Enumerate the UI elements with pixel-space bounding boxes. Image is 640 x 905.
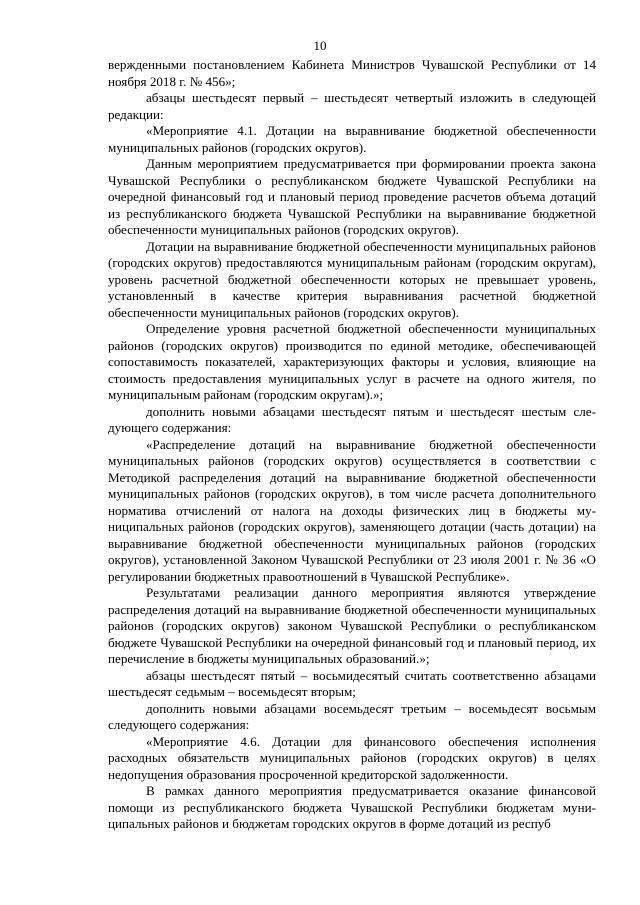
- paragraph: В рамках данного мероприятия предусматривается оказание финансовой помощи из республиканского бюджета Чувашской Республики бюджетам муниципальных районов и бюджетам городских округов в форме дотаций из респуб: [108, 783, 596, 831]
- paragraph: абзацы шестьдесят пятый – восьмидесятый считать соответственно абзацами шестьдесят седьмым – восемьдесят вторым;: [108, 667, 596, 699]
- paragraph: абзацы шестьдесят первый – шестьдесят четвертый изложить в следующей редакции:: [108, 90, 596, 122]
- paragraph: «Распределение дотаций на выравнивание бюджетной обеспеченности муниципальных районов (городских округов) осуществляется в соответствии с Методикой распределения дотаций на выравнивание бюджетной обеспеченности муниципальных районов (городских округов), в том числе расчета дополнительного норматива отчислений от налога на доходы физических лиц в бюджеты муниципальных районов (городских округов), заменяющего дотации (часть дотации) на выравнивание бюджетной обеспеченности муниципальных районов (городских округов), установленной Законом Чувашской Республики от 23 июля 2001 г. № 36 «О регулировании бюджетных правоотношений в Чувашской Республике».: [108, 436, 596, 584]
- paragraph: Результатами реализации данного мероприятия являются утверждение распределения дотаций на выравнивание бюджетной обеспеченности муниципальных районов (городских округов) законом Чувашской Республики о республиканском бюджете Чувашской Республики на очередной финансовый год и плановый период, их перечисление в бюджеты муниципальных образований.»;: [108, 585, 596, 666]
- document-body: [108, 57, 596, 833]
- paragraph: дополнить новыми абзацами шестьдесят пятым и шестьдесят шестым следующего содержания:: [108, 403, 596, 435]
- paragraph: Определение уровня расчетной бюджетной обеспеченности муниципальных районов (городских округов) производится по единой методике, обеспечивающей сопоставимость показателей, характеризующих факторы и условия, влияющие на стоимость предоставления муниципальных услуг в расчете на одного жителя, по муниципальным районам (городским округам).»;: [108, 321, 596, 402]
- page-number: 10: [313, 38, 327, 53]
- paragraph: Данным мероприятием предусматривается при формировании проекта закона Чувашской Республики о республиканском бюджете Чувашской Республики на очередной финансовый год и плановый период проведение расчетов объема дотаций из республиканского бюджета Чувашской Республики на выравнивание бюджетной обеспеченности муниципальных районов (городских округов).: [108, 156, 596, 237]
- paragraph: дополнить новыми абзацами восемьдесят третьим – восемьдесят восьмым следующего содержания:: [108, 700, 596, 732]
- paragraph: вержденными постановлением Кабинета Министров Чувашской Республики от 14 ноября 2018 г. № 456»;: [108, 57, 596, 89]
- paragraph: «Мероприятие 4.1. Дотации на выравнивание бюджетной обеспеченности муниципальных районов (городских округов).: [108, 123, 596, 155]
- paragraph: Дотации на выравнивание бюджетной обеспеченности муниципальных районов (городских округов) предоставляются муниципальным районам (городским округам), уровень расчетной бюджетной обеспеченности которых не превышает уровень, установленный в качестве критерия выравнивания расчетной бюджетной обеспеченности муниципальных районов (городских округов).: [108, 238, 596, 320]
- paragraph: «Мероприятие 4.6. Дотации для финансового обеспечения исполнения расходных обязательств муниципальных районов (городских округов) в целях недопущения образования просроченной кредиторской задолженности.: [108, 733, 596, 782]
